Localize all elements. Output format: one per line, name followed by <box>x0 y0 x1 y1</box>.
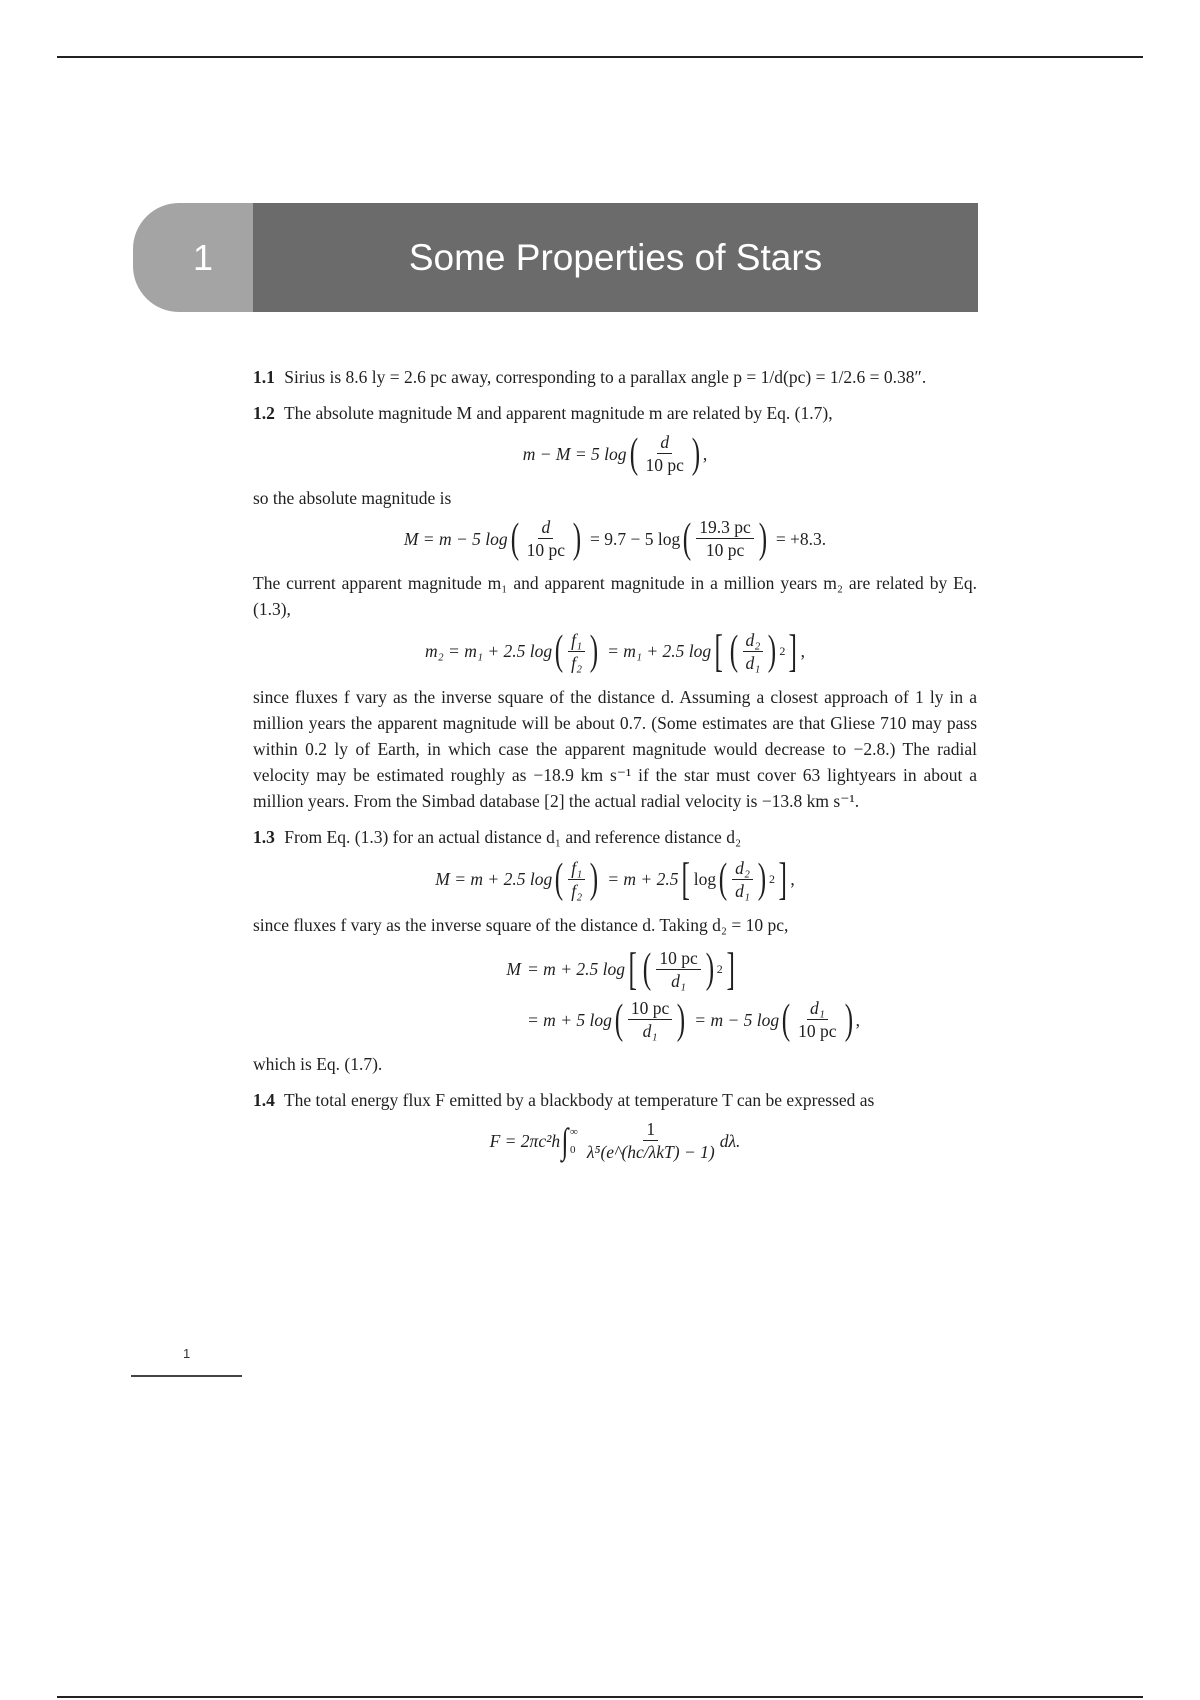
paragraph-text: The total energy flux F emitted by a blackbody at temperature T can be expressed as <box>283 1090 875 1110</box>
paragraph-1-2 <box>253 400 977 426</box>
eq-punct: , <box>855 1009 860 1030</box>
paren-open: ( <box>781 996 791 1043</box>
fraction <box>643 432 687 475</box>
fraction-numerator: d₂ <box>743 630 764 652</box>
fraction <box>568 858 585 901</box>
fraction-numerator: f₁ <box>568 858 585 880</box>
fraction-numerator: d <box>538 517 553 539</box>
fraction-numerator: 10 pc <box>656 948 700 970</box>
fraction <box>628 998 672 1041</box>
bracket-open: [ <box>681 853 691 904</box>
paren-open: ( <box>729 628 738 674</box>
fraction <box>656 948 700 991</box>
paren-close: ) <box>758 515 768 562</box>
paren-open: ( <box>718 856 728 902</box>
fraction-denominator: f₂ <box>571 880 583 901</box>
fraction-numerator: 10 pc <box>628 998 672 1020</box>
eq-text: = m + 2.5 log <box>527 959 625 979</box>
eq-punct: , <box>800 641 806 661</box>
fraction-denominator: d₁ <box>735 880 750 901</box>
problem-number: 1.4 <box>253 1090 275 1110</box>
eq-text: M = m − 5 log <box>403 528 508 549</box>
paragraph-1-3 <box>253 824 977 850</box>
paren-open: ( <box>629 430 638 477</box>
bracket-close: ] <box>726 943 735 994</box>
paren-open: ( <box>554 628 564 674</box>
chapter-title: Some Properties of Stars <box>253 203 978 312</box>
fraction <box>584 1119 718 1162</box>
fraction-denominator: 10 pc <box>645 455 684 475</box>
fraction <box>732 858 753 901</box>
bracket-open: [ <box>714 625 724 676</box>
equation-blackbody-flux <box>253 1119 977 1162</box>
footer-rule <box>131 1375 242 1377</box>
equation-flux-ratio <box>253 853 977 904</box>
paren-close: ) <box>589 628 599 674</box>
bracket-open: [ <box>628 943 637 994</box>
paren-open: ( <box>555 856 564 902</box>
eq-text: = m − 5 log <box>694 1009 780 1030</box>
chapter-number: 1 <box>133 203 253 312</box>
paragraph-1-4 <box>253 1087 977 1113</box>
eq-text: = +8.3. <box>775 528 827 549</box>
equation-magnitude-change <box>253 625 977 676</box>
eq-text: = 9.7 − 5 log <box>590 528 681 549</box>
aligned-row-2 <box>409 998 977 1041</box>
bracket-close: ] <box>788 625 798 676</box>
eq-punct: , <box>790 869 795 889</box>
fraction-numerator: 1 <box>643 1119 658 1141</box>
paren-close: ) <box>705 946 714 992</box>
page-number: 1 <box>183 1346 191 1361</box>
eq-text: log <box>693 869 717 889</box>
fraction-denominator: d₁ <box>642 1021 658 1041</box>
paragraph-text: The absolute magnitude M and apparent magnitude m are related by Eq. (1.7), <box>283 403 833 423</box>
fraction-numerator: d₁ <box>807 998 828 1020</box>
paren-close: ) <box>589 856 599 902</box>
paren-close: ) <box>677 996 686 1043</box>
eq-text: dλ. <box>719 1130 741 1151</box>
top-rule <box>57 56 1143 58</box>
fraction-numerator: f₁ <box>568 630 585 652</box>
fraction-denominator: 10 pc <box>526 540 566 560</box>
fraction <box>696 517 754 560</box>
eq-text: = m + 5 log <box>527 1009 612 1030</box>
paragraph-1-1 <box>253 364 977 390</box>
paren-close: ) <box>691 430 701 477</box>
eq-text: = m + 2.5 <box>607 869 679 889</box>
eq-text: M = m + 2.5 log <box>435 869 553 889</box>
paren-close: ) <box>844 996 853 1043</box>
paren-close: ) <box>572 515 582 562</box>
fraction <box>568 630 585 673</box>
aligned-row-1 <box>409 943 977 994</box>
problem-number: 1.3 <box>253 827 275 847</box>
paragraph-current: The current apparent magnitude m₁ and apparent magnitude in a million years m₂ are related by Eq. (1.3), <box>253 573 977 619</box>
fraction-denominator: λ⁵(e^(hc/λkT) − 1) <box>586 1142 715 1162</box>
bottom-rule <box>57 1696 1143 1698</box>
paren-open: ( <box>510 515 519 562</box>
lower-limit: 0 <box>569 1143 576 1156</box>
paragraph-text: From Eq. (1.3) for an actual distance d₁ and reference distance d₂ <box>284 827 742 847</box>
fraction-denominator: f₂ <box>571 652 583 673</box>
fraction <box>524 517 568 560</box>
eq-text: m − M = 5 log <box>522 443 627 464</box>
page-content <box>253 364 977 1172</box>
eq-text: m₂ = m₁ + 2.5 log <box>424 641 553 661</box>
fraction <box>743 630 764 673</box>
paragraph-which: which is Eq. (1.7). <box>253 1054 383 1074</box>
paragraph-since: since fluxes f vary as the inverse square of the distance d. Assuming a closest approach of 1 ly in a million years the apparent magnitude will be about 0.7. (Some estimates are that Gliese 710 may pass within 0.2 ly of Earth, in which case the apparent magnitude would decrease to −2.8.) The radial velocity may be estimated roughly as −18.9 km s⁻¹ if the star must cover 63 lightyears in about a million years. From the Simbad database [2] the actual radial velocity is −13.8 km s⁻¹. <box>253 687 977 811</box>
paren-close: ) <box>757 856 767 902</box>
paragraph-since-2: since fluxes f vary as the inverse square of the distance d. Taking d₂ = 10 pc, <box>253 915 789 935</box>
fraction-numerator: d <box>657 432 672 454</box>
fraction-numerator: d₂ <box>732 858 753 880</box>
fraction-denominator: d₁ <box>671 970 686 991</box>
fraction <box>795 998 839 1041</box>
paren-open: ( <box>614 996 624 1043</box>
fraction-denominator: 10 pc <box>798 1021 837 1041</box>
paren-close: ) <box>768 628 777 674</box>
exponent: 2 <box>779 644 786 658</box>
equation-distance-modulus <box>253 432 977 475</box>
equation-absolute-magnitude <box>253 517 977 560</box>
paren-open: ( <box>643 946 652 992</box>
paragraph-so: so the absolute magnitude is <box>253 488 452 508</box>
eq-lhs: M <box>506 959 521 979</box>
fraction-numerator: 19.3 pc <box>696 517 754 539</box>
paragraph-text: Sirius is 8.6 ly = 2.6 pc away, corresponding to a parallax angle p = 1/d(pc) = 1/2.6 = 0.38″. <box>284 367 927 387</box>
eq-text: = m₁ + 2.5 log <box>607 641 712 661</box>
problem-number: 1.2 <box>253 403 275 423</box>
eq-text: F = 2πc²h <box>489 1130 561 1151</box>
aligned-equations <box>409 943 977 1043</box>
fraction-denominator: 10 pc <box>705 540 745 560</box>
exponent: 2 <box>769 872 775 886</box>
problem-number: 1.1 <box>253 367 275 387</box>
integral-limits <box>570 1123 578 1159</box>
integral-sign: ∫ <box>561 1120 569 1161</box>
eq-punct: , <box>702 443 708 464</box>
upper-limit: ∞ <box>569 1125 578 1138</box>
bracket-close: ] <box>778 853 787 904</box>
paren-open: ( <box>683 515 692 562</box>
fraction-denominator: d₁ <box>745 652 761 673</box>
chapter-banner <box>133 203 978 312</box>
exponent: 2 <box>716 962 723 976</box>
